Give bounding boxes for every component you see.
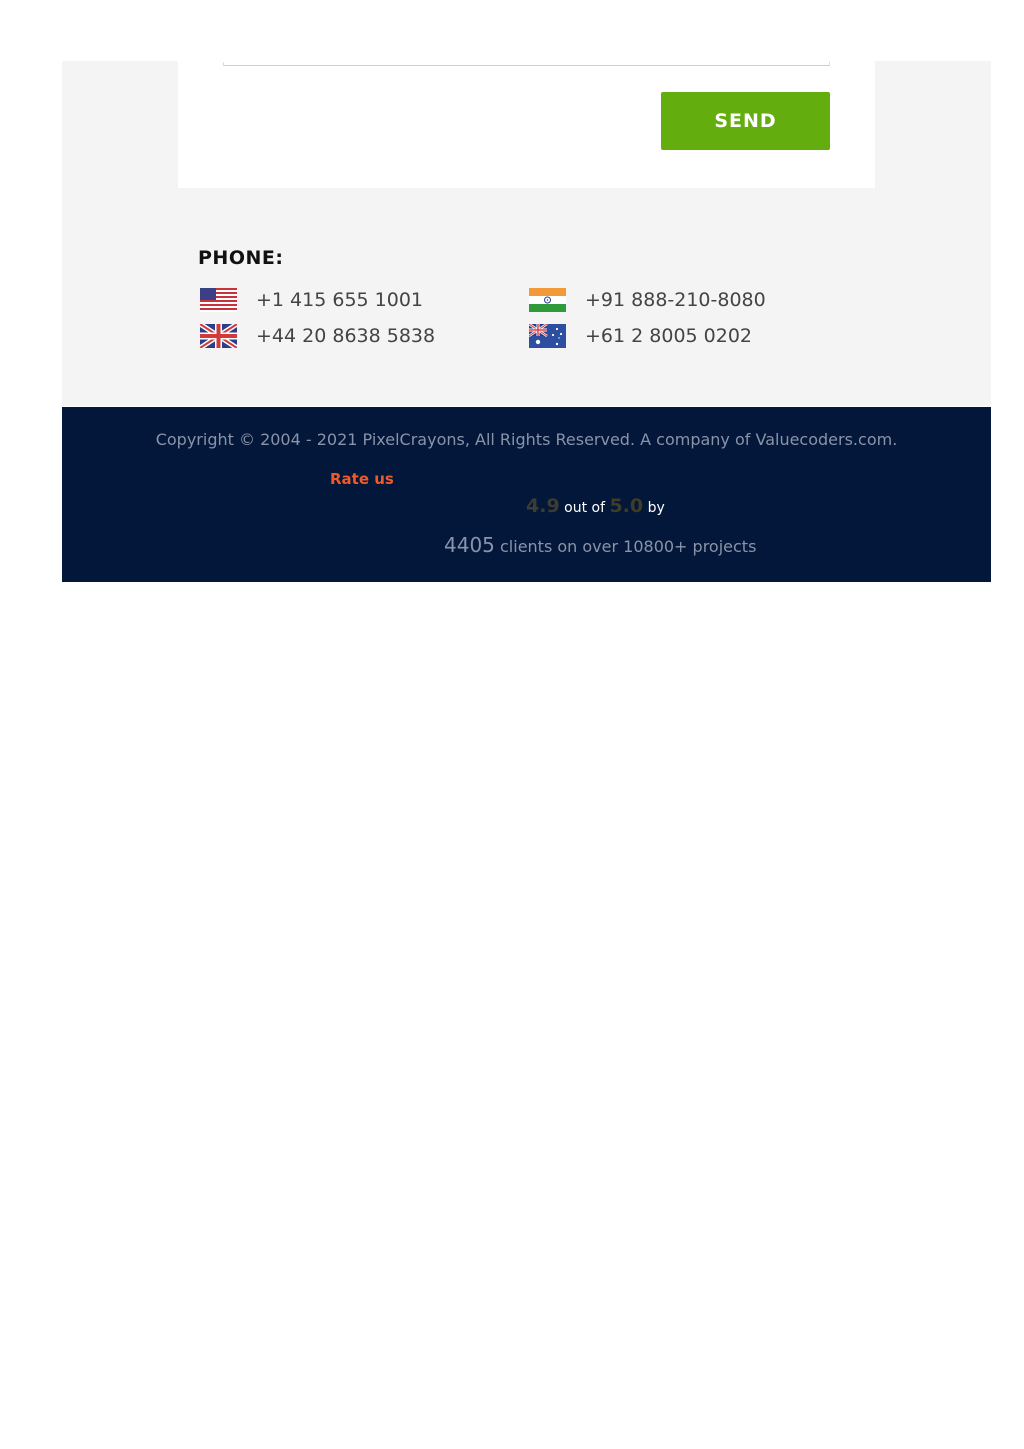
india-flag-icon bbox=[529, 288, 566, 312]
message-textarea-bottom[interactable] bbox=[223, 62, 830, 66]
phone-item-uk bbox=[200, 324, 435, 348]
us-flag-icon bbox=[200, 288, 237, 312]
phone-item-australia bbox=[529, 324, 752, 348]
phone-heading: PHONE: bbox=[198, 247, 284, 269]
clients-summary bbox=[444, 533, 756, 557]
phone-number-india[interactable]: +91 888-210-8080 bbox=[585, 289, 766, 311]
copyright-text: Copyright © 2004 - 2021 PixelCrayons, All Rights Reserved. A company of Valuecoders.com. bbox=[155, 430, 898, 449]
uk-flag-icon bbox=[200, 324, 237, 348]
rating-out-of: out of bbox=[564, 500, 605, 516]
rating-by: by bbox=[647, 500, 665, 516]
rating-value: 4.9 bbox=[526, 495, 560, 517]
send-button[interactable]: SEND bbox=[661, 92, 830, 150]
phone-number-australia[interactable]: +61 2 8005 0202 bbox=[585, 325, 753, 347]
australia-flag-icon bbox=[529, 324, 566, 348]
rate-us-link[interactable]: Rate us bbox=[330, 470, 394, 488]
phone-item-us bbox=[200, 288, 423, 312]
rating-summary bbox=[526, 495, 665, 517]
phone-number-uk[interactable]: +44 20 8638 5838 bbox=[256, 325, 436, 347]
phone-item-india bbox=[529, 288, 766, 312]
rating-max: 5.0 bbox=[609, 495, 644, 517]
clients-count: 4405 bbox=[444, 533, 495, 557]
phone-number-us[interactable]: +1 415 655 1001 bbox=[256, 289, 424, 311]
clients-text: clients on over 10800+ projects bbox=[500, 537, 757, 556]
